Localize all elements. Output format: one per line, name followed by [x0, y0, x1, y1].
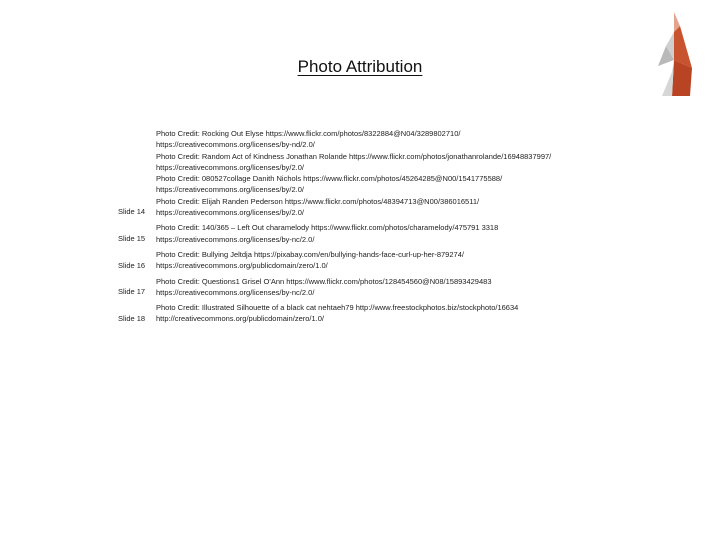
slide-label: Slide 15: [118, 233, 146, 243]
credit-line[interactable]: https://creativecommons.org/licenses/by-nc/2.0/: [156, 287, 315, 297]
attribution-row-slide-15: [0, 222, 720, 245]
attribution-row-slide-16: [0, 249, 720, 272]
credit-text: [156, 276, 676, 299]
slide-label: Slide 14: [118, 207, 146, 217]
credit-line[interactable]: https://creativecommons.org/publicdomain/zero/1.0/: [156, 261, 328, 271]
credit-text: [156, 302, 676, 325]
credit-line[interactable]: https://creativecommons.org/licenses/by/2.0/: [156, 162, 304, 172]
credit-line[interactable]: Photo Credit: Questions1 Grisel O'Ann https://www.flickr.com/photos/128454560@N08/15893429483: [156, 276, 492, 286]
credit-line[interactable]: Photo Credit: Rocking Out Elyse https://www.flickr.com/photos/8322884@N04/3289802710/: [156, 129, 461, 138]
attribution-list: [0, 128, 720, 325]
credit-line[interactable]: https://creativecommons.org/licenses/by-nc/2.0/: [156, 234, 315, 244]
attribution-row-slide-17: [0, 276, 720, 299]
slide-label: Slide 16: [118, 260, 146, 270]
credit-line[interactable]: Photo Credit: 080527collage Danith Nichols https://www.flickr.com/photos/45264285@N00/1541775588/: [156, 174, 503, 184]
triangle-logo-icon: [652, 12, 692, 96]
credit-text: [156, 222, 676, 245]
credit-text: [156, 128, 676, 218]
credit-line[interactable]: https://creativecommons.org/licenses/by-nd/2.0/: [156, 140, 315, 150]
credit-line[interactable]: Photo Credit: Bullying Jeltdja https://pixabay.com/en/bullying-hands-face-curl-up-her-879274/: [156, 249, 464, 259]
credit-line[interactable]: https://creativecommons.org/licenses/by/2.0/: [156, 185, 304, 195]
credit-line[interactable]: http://creativecommons.org/publicdomain/zero/1.0/: [156, 314, 324, 324]
credit-line[interactable]: Photo Credit: Elijah Randen Pederson https://www.flickr.com/photos/48394713@N00/386016511/: [156, 196, 480, 206]
credit-line[interactable]: https://creativecommons.org/licenses/by/2.0/: [156, 208, 304, 218]
slide-label: Slide 18: [118, 313, 146, 323]
credit-line[interactable]: Photo Credit: Random Act of Kindness Jonathan Rolande https://www.flickr.com/photos/jonathanrolande/16948837997/: [156, 151, 552, 161]
credit-line[interactable]: Photo Credit: Illustrated Silhouette of a black cat nehtaeh79 http://www.freestockphotos.biz/stockphoto/16634: [156, 303, 519, 313]
slide-label: Slide 17: [118, 287, 146, 297]
credit-line[interactable]: Photo Credit: 140/365 – Left Out charamelody https://www.flickr.com/photos/charamelody/475791 3318: [156, 223, 499, 233]
credit-text: [156, 249, 676, 272]
page-title: Photo Attribution: [297, 57, 423, 76]
attribution-row-slide-14: [0, 128, 720, 218]
attribution-row-slide-18: [0, 302, 720, 325]
